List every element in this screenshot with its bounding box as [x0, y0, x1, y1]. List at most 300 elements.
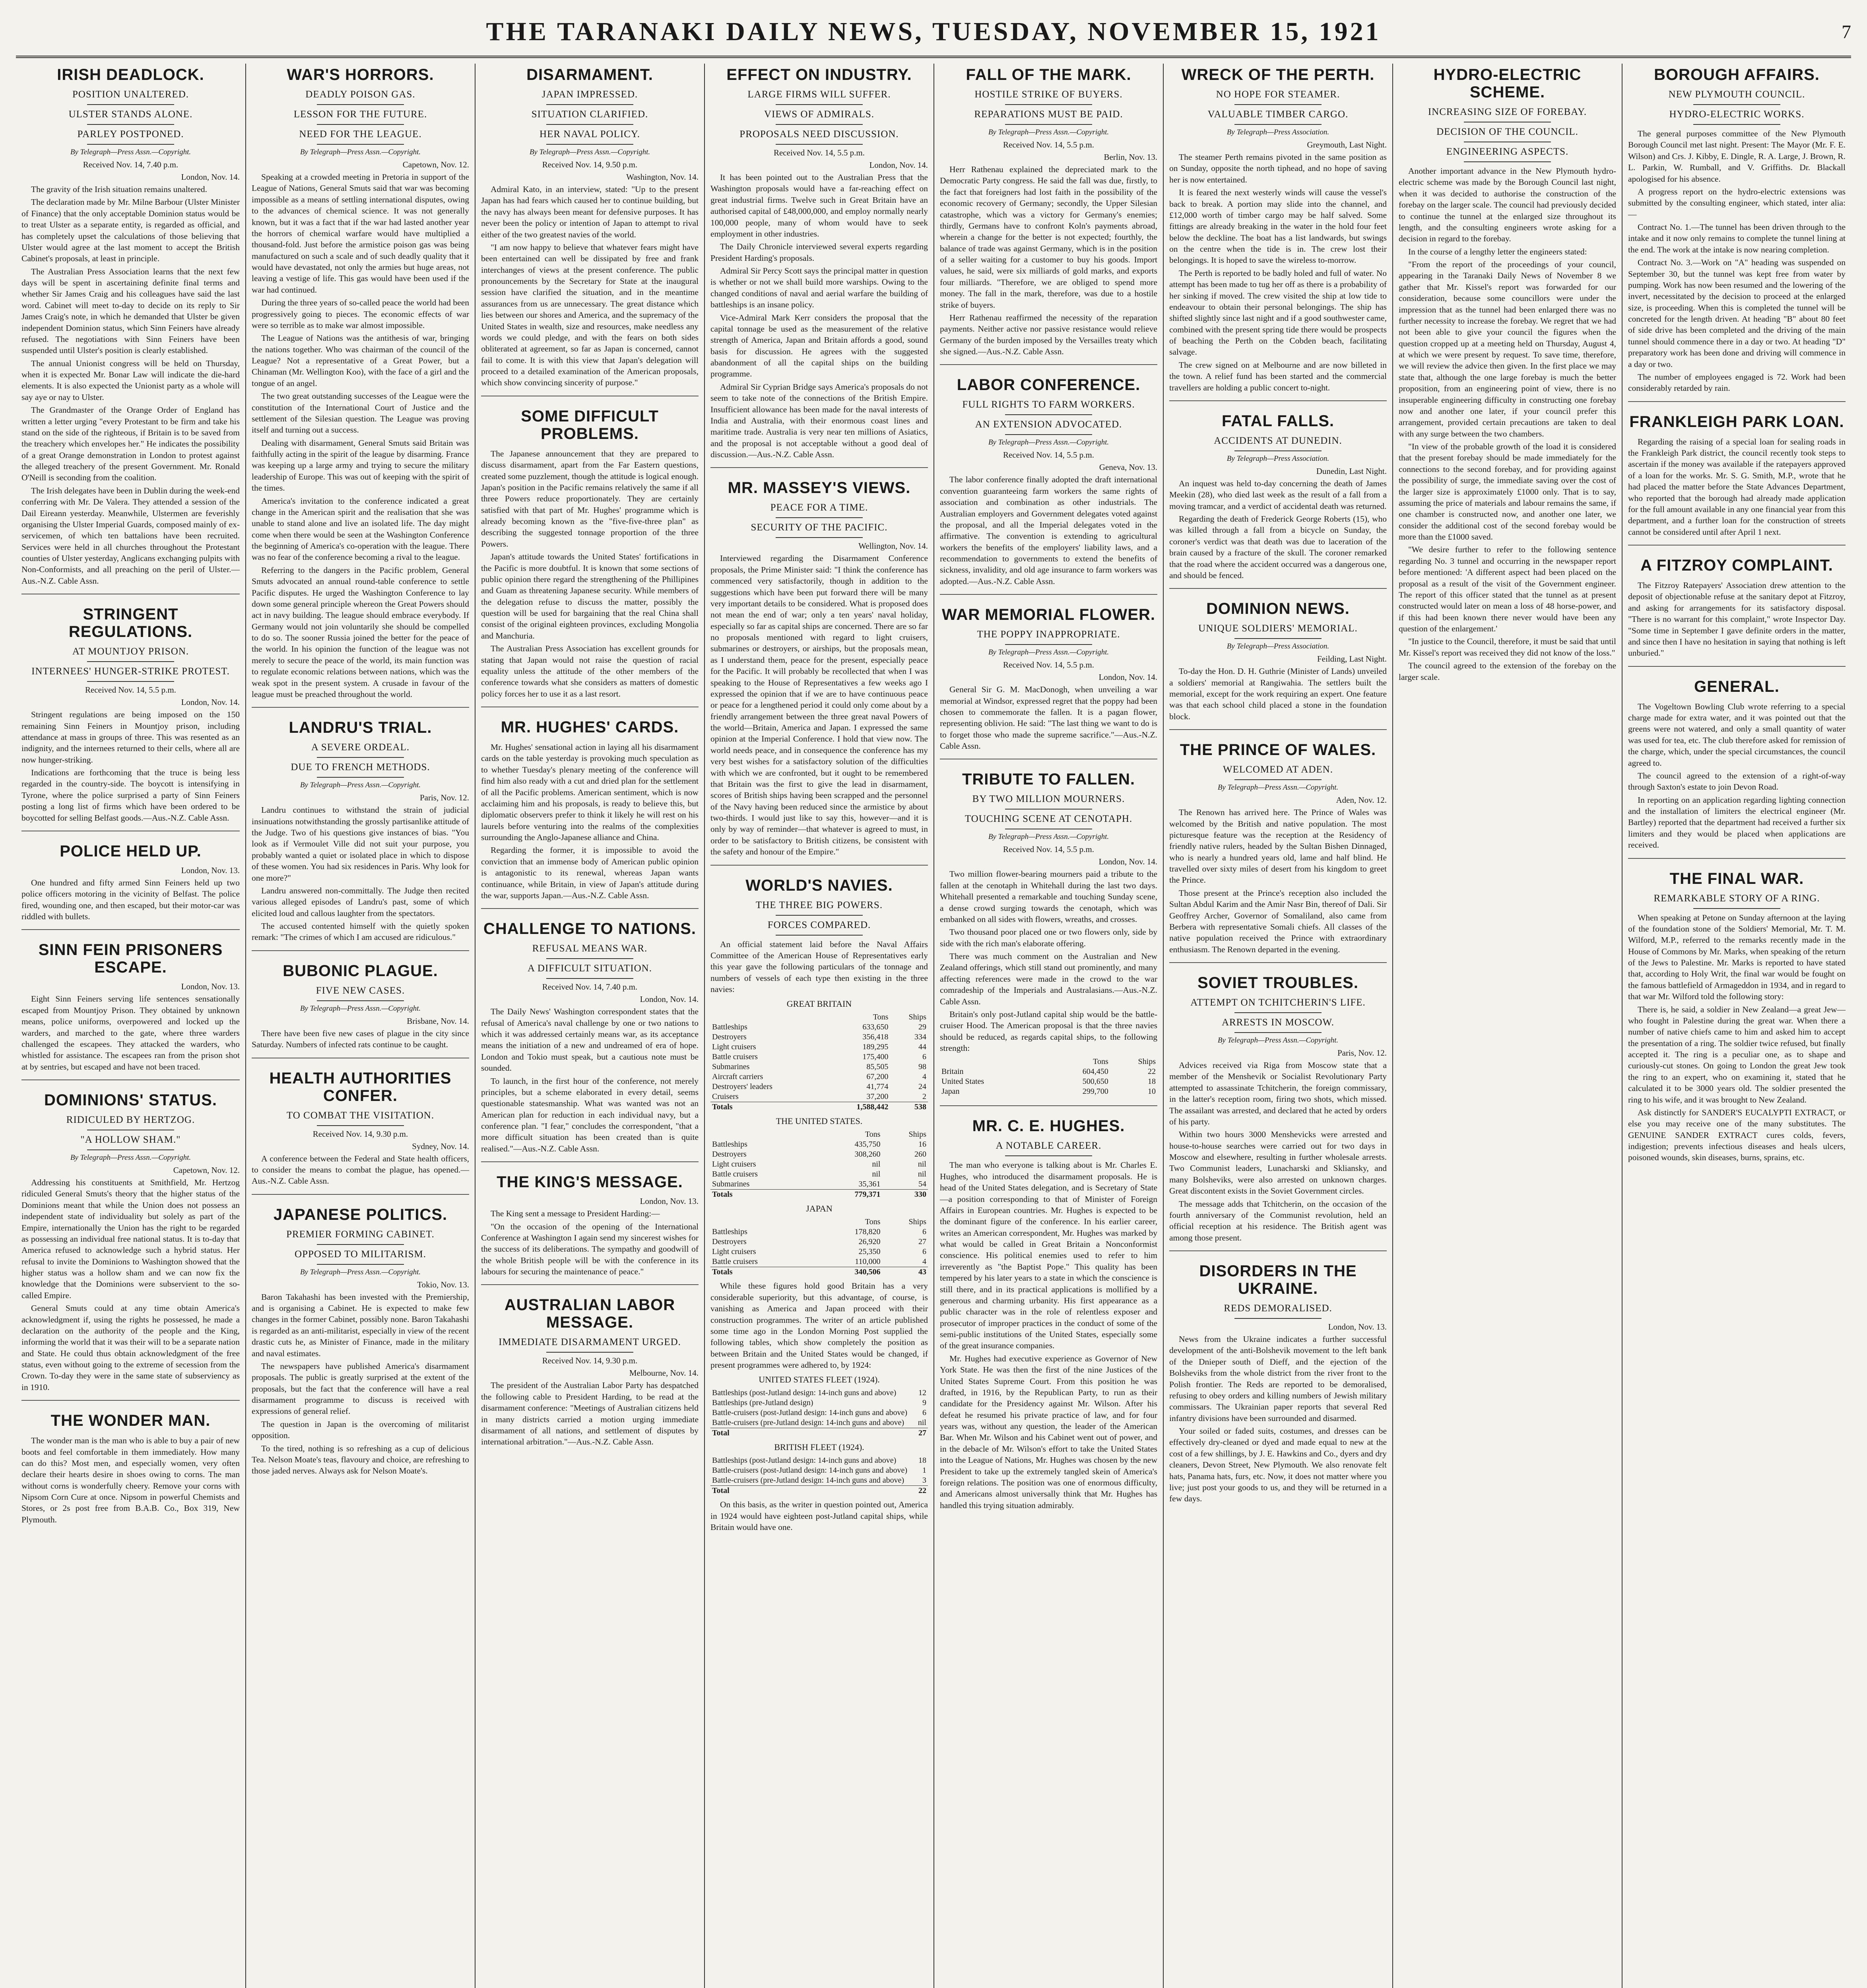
article-headline: WORLD'S NAVIES.	[745, 876, 893, 894]
article-paragraph: General Smuts could at any time obtain America's acknowledgment if, using the rights he possessed, he made a declaration on the authority of the people and the King, informing the world that it was their will to be a separate nation and State. He could thus obtain acknowledgment of the free status, even without going to the extreme of secession from the Crown. To-day they were in the same state of subserviency as in 1910.	[21, 1303, 240, 1392]
article-paragraph: "From the report of the proceedings of your council, appearing in the Taranaki Daily News of November 8 we gather that Mr. Kissel's report was forwarded for our consideration, because some councillors were under the impression that as the tunnel had been enlarged there was no further necessity to increase the forebay. We regret that we had not been able to give your council the figures when the question cropped up at a meeting held on Thursday, August 4, at which we were present by request. To save time, therefore, we will review the advice then given. In the first place we may state that, although the one large forebay is much the better proposition, from an engineering point of view, there is no insuperable engineering difficulty in constructing one forebay now and another one later, if your council prefer this arrangement, provided certain precautions are taken to deal with any surge between the two chambers.	[1399, 260, 1616, 439]
article-paragraph: Herr Rathenau reaffirmed the necessity of the reparation payments. Neither active nor passive resistance would relieve Germany of the burden imposed by the Versailles treaty which she signed.—Aus.-N.Z. Cable Assn.	[940, 313, 1157, 356]
table-header-row	[710, 1217, 928, 1227]
article-paragraph: Addressing his constituents at Smithfield, Mr. Hertzog ridiculed General Smuts's theory that the higher status of the Dominions meant that while the Union does not possess an independent state of individuality but solely as part of the Empire, internationally the Union has the right to be regarded as possessing an individual free national status. It is to-day that America refused to acknowledge such a hybrid status. Her refusal to invite the Dominions to Washington showed that the higher status was a hollow sham and we can now fix the knowledge that the Dominions were subservient to the so-called Empire.	[21, 1178, 240, 1300]
table-cell: 3	[922, 1476, 926, 1485]
article-subhead: REMARKABLE STORY OF A RING.	[1654, 893, 1820, 904]
article-subhead: UNIQUE SOLDIERS' MEMORIAL.	[1198, 623, 1358, 634]
stats-table	[710, 1012, 928, 1112]
newspaper-column	[1392, 64, 1622, 1988]
article-paragraph: The accused contented himself with the quietly spoken remark: "The crimes of which I am accused are ridiculous."	[252, 921, 469, 942]
article-subhead: ENGINEERING ASPECTS.	[1446, 146, 1569, 157]
article-paragraph: It is feared the next westerly winds will cause the vessel's back to break. A portion may slide into the channel, and £12,000 worth of timber cargo may be half salved. Some fittings are already breaking in the water in the hold four feet below the deckline. The boat has a list landwards, but swings on the centre when the tide is in. The crew lost their belongings. It is hoped to save the wireless to-morrow.	[1169, 188, 1387, 265]
divider	[87, 124, 175, 125]
article-subhead: LESSON FOR THE FUTURE.	[293, 109, 427, 120]
article-dateline: Received Nov. 14, 7.40 p.m.	[83, 160, 179, 169]
table-header-cell	[940, 1057, 1044, 1067]
article-place-date: Sydney, Nov. 14.	[412, 1141, 469, 1151]
table-cell: 43	[882, 1267, 928, 1277]
table-total-row	[710, 1428, 928, 1439]
table-cell: 340,506	[818, 1267, 882, 1277]
article-dateline: Received Nov. 14, 5.5 p.m.	[773, 148, 865, 157]
table-cell: Submarines	[712, 1180, 750, 1189]
article-paragraph: The president of the Australian Labor Party has despatched the following cable to President Harding, to be read at the disarmament conference: "Meetings of Australian citizens held in many districts carried a motion urging immediate disarmament of all nations, and settlement of disputes by international arbitration."—Aus.-N.Z. Cable Assn.	[481, 1380, 699, 1447]
table-cell: 37,200	[866, 1092, 889, 1101]
article-dateline: Received Nov. 14, 7.40 p.m.	[542, 982, 638, 992]
article-headline: DISORDERS IN THE UKRAINE.	[1199, 1262, 1357, 1297]
article-subhead: REDS DEMORALISED.	[1224, 1303, 1332, 1314]
article-dateline: Received Nov. 14, 9.30 p.m.	[542, 1356, 638, 1366]
table-cell: Battle cruisers	[712, 1052, 758, 1062]
article-place-date: Feilding, Last Night.	[1317, 654, 1387, 664]
article-paragraph: The declaration made by Mr. Milne Barbour (Ulster Minister of Finance) that the only acceptable Dominion status would be to treat Ulster as a separate entity, is regarded as official, and has completely upset the calculations of those believing that Ulster would agree at the last moment to accept the British Cabinet's proposals, at least in principle.	[21, 197, 240, 264]
table-cell: 18	[918, 1456, 926, 1465]
article-paragraph: An official statement laid before the Naval Affairs Committee of the American House of Representatives early this year gave the following particulars of the tonnage and numbers of vessels of each type then existing in the three navies:	[710, 939, 928, 994]
article-dateline: Received Nov. 14, 9.30 p.m.	[312, 1129, 408, 1139]
article-byline: By Telegraph—Press Assn.—Copyright.	[988, 438, 1109, 447]
divider	[546, 1352, 633, 1353]
divider	[1234, 638, 1322, 639]
article-headline: WAR'S HORRORS.	[287, 66, 434, 83]
article	[481, 66, 699, 396]
article-place-date: Greymouth, Last Night.	[1307, 140, 1387, 149]
article	[1169, 741, 1387, 963]
table-cell: Battleships (post-Jutland design: 14-inch guns and above)	[712, 1388, 897, 1398]
article-paragraph: Japan's attitude towards the United States' fortifications in the Pacific is more doubtful. It is known that some sections of public opinion there regard the strengthening of the Phillipines and Guam as threatening Japanese security. While members of the delegation refuse to discuss the matter, possibly the question will be used for bargaining that the real China shall consist of the original eighteen provinces, excluding Mongolia and Manchuria.	[481, 552, 699, 641]
table-cell: 54	[918, 1180, 926, 1189]
table-title: BRITISH FLEET (1924).	[774, 1442, 864, 1452]
article-subhead: A DIFFICULT SITUATION.	[527, 963, 652, 974]
table-cell: 175,400	[862, 1052, 889, 1062]
article-place-date: Paris, Nov. 12.	[419, 793, 469, 803]
article	[481, 718, 699, 909]
divider	[1693, 124, 1780, 125]
divider	[1693, 104, 1780, 105]
article-subhead: TO COMBAT THE VISITATION.	[286, 1110, 435, 1121]
divider	[1005, 644, 1092, 645]
divider	[1234, 124, 1322, 125]
article-subhead: REPARATIONS MUST BE PAID.	[974, 109, 1123, 120]
article-place-date: Paris, Nov. 12.	[1337, 1048, 1387, 1058]
table-cell: Destroyers	[712, 1237, 747, 1246]
article-subhead: ACCIDENTS AT DUNEDIN.	[1214, 435, 1342, 446]
divider	[1693, 908, 1780, 909]
article-paragraph: The Daily News' Washington correspondent states that the refusal of America's naval challenge by one or two nations to which it was addressed certainly means war, as its acceptance means the initiation of a new and undreamed of era of hope. London and Tokio must speak, but a cautious note must be sounded.	[481, 1007, 699, 1073]
divider	[1234, 104, 1322, 105]
table-cell: Battle cruisers	[712, 1170, 758, 1179]
article	[252, 719, 469, 951]
article	[710, 877, 928, 1540]
article-dateline: Received Nov. 14, 5.5 p.m.	[1003, 140, 1094, 149]
article-headline: HEALTH AUTHORITIES CONFER.	[269, 1069, 452, 1105]
table-cell: 4	[922, 1072, 926, 1081]
divider	[546, 104, 633, 105]
divider	[87, 144, 175, 145]
article-place-date: Berlin, Nov. 13.	[1104, 152, 1157, 162]
article-subhead: NEW PLYMOUTH COUNCIL.	[1668, 89, 1805, 100]
table-row	[710, 1257, 928, 1267]
divider	[1005, 414, 1092, 415]
article-subhead: HOSTILE STRIKE OF BUYERS.	[974, 89, 1123, 100]
article-paragraph: During the three years of so-called peace the world had been progressively going to pieces. The economic effects of war were so terrible as to make war almost impossible.	[252, 298, 469, 330]
table-cell: 25,350	[858, 1247, 881, 1256]
article-paragraph: "We desire further to refer to the following sentence regarding No. 3 tunnel and occurring in the newspaper report before mentioned: 'A different aspect had been placed on the proposal as a result of the visit of the Government engineer. The report of this officer stated that the tunnel as at present constructed would later on mean a loss of 48 horse-power, and if this had been known there never would have been any question of the enlargement.'	[1399, 545, 1616, 633]
article-subhead: HER NAVAL POLICY.	[540, 129, 640, 140]
table-header-cell: Ships	[908, 1013, 926, 1022]
table-title: GREAT BRITAIN	[786, 999, 852, 1009]
table-row	[710, 1418, 928, 1428]
divider	[317, 124, 404, 125]
table-cell: 6	[922, 1052, 926, 1062]
divider	[546, 124, 633, 125]
table-title: JAPAN	[806, 1204, 833, 1214]
article-paragraph: Regarding the raising of a special loan for sealing roads in the Frankleigh Park district, the council recently took steps to ascertain if the money was available if the ratepayers approved of a loan for the works. Mr. S. G. Smith, M.P., wrote that he had placed the matter before the State Advances Department, who reported that the borough had already made application for the full amount available in any one financial year from this department, and a further loan for the construction of streets cannot be considered until after April 1 next.	[1628, 437, 1846, 537]
table-header-cell	[710, 1217, 818, 1227]
article-place-date: Melbourne, Nov. 14.	[629, 1368, 699, 1378]
divider	[317, 1264, 404, 1265]
article-paragraph: Vice-Admiral Mark Kerr considers the proposal that the capital tonnage be used as the measurement of the relative strength of America, Japan and Britain affords a good, sound basis for discussion. He agrees with the suggested abandonment of all the capital ships on the building programme.	[710, 313, 928, 379]
article-subhead: DECISION OF THE COUNCIL.	[1436, 126, 1578, 137]
article-byline: By Telegraph—Press Assn.—Copyright.	[1217, 783, 1339, 792]
table-cell: Japan	[941, 1087, 960, 1096]
divider	[546, 978, 633, 979]
table-cell: nil	[918, 1160, 926, 1169]
newspaper-column	[704, 64, 934, 1988]
article-paragraph: Ask distinctly for SANDER'S EUCALYPTI EXTRACT, or else you may receive one of the many substitutes. The GENUINE SANDER EXTRACT cures colds, fevers, indigestion; prevents infectious diseases and heals ulcers, poisoned wounds, skin diseases, burns, sprains, etc.	[1628, 1107, 1846, 1163]
table-row	[710, 1052, 928, 1062]
article-subhead: INCREASING SIZE OF FOREBAY.	[1428, 107, 1587, 117]
article-byline: By Telegraph—Press Assn.—Copyright.	[70, 148, 191, 156]
article-place-date: Aden, Nov. 12.	[1336, 795, 1387, 805]
table-header-cell: Tons	[865, 1130, 881, 1139]
newspaper-column	[245, 64, 475, 1988]
article	[21, 1412, 240, 1532]
article-headline: THE FINAL WAR.	[1669, 870, 1804, 887]
table-row	[710, 1398, 928, 1408]
article-subhead: PEACE FOR A TIME.	[770, 502, 868, 513]
article-paragraph: A progress report on the hydro-electric extensions was submitted by the consulting engineer, which stated, inter alia:—	[1628, 186, 1846, 219]
divider	[776, 104, 863, 105]
table-cell: 330	[882, 1190, 928, 1200]
article	[710, 479, 928, 865]
article-subhead: RIDICULED BY HERTZOG.	[66, 1114, 195, 1125]
table-cell: Totals	[710, 1102, 826, 1112]
article	[21, 1091, 240, 1401]
table-row	[710, 1179, 928, 1190]
article-headline: LABOR CONFERENCE.	[957, 376, 1141, 394]
article-paragraph: The Grandmaster of the Orange Order of England has written a letter urging "every Protestant to be firm and take his stand on the side of the righteous, if Britain is to be saved from the treachery which envelopes her." He indicates the possibility of a great Orange demonstration in London to protest against the alleged treachery of the present Government. Mr. Ronald O'Neill is seconding from the coalition.	[21, 405, 240, 483]
table-cell: 41,774	[866, 1082, 889, 1091]
table-row	[710, 1475, 928, 1486]
article-paragraph: While these figures hold good Britain has a very considerable superiority, but this advantage, of course, is vanishing as America and Japan proceed with their construction programmes. The writer of an article published some time ago in the London Morning Post supplied the following tables, which show completely the position as between Britain and the United States would be changed, if present programmes were adhered to, by 1924:	[710, 1281, 928, 1370]
article-subhead: DEADLY POISON GAS.	[305, 89, 415, 100]
article-subhead: DUE TO FRENCH METHODS.	[291, 762, 430, 773]
article-paragraph: To the tired, nothing is so refreshing as a cup of delicious Tea. Nelson Moate's teas, flavoury and choice, are refreshing to those jaded nerves. Always ask for Nelson Moate's.	[252, 1443, 469, 1476]
article-paragraph: Two thousand poor placed one or two flowers only, side by side with the rich man's elaborate offering.	[940, 927, 1157, 948]
article-subhead: ARRESTS IN MOSCOW.	[1221, 1017, 1335, 1028]
table-cell: Britain	[941, 1067, 964, 1076]
table-cell: 67,200	[866, 1072, 889, 1081]
table-cell: 85,505	[866, 1062, 889, 1072]
article-headline: TRIBUTE TO FALLEN.	[962, 771, 1135, 788]
table-cell: 98	[918, 1062, 926, 1072]
article-dateline: Received Nov. 14, 5.5 p.m.	[1003, 450, 1094, 460]
article-headline: CHALLENGE TO NATIONS.	[483, 920, 697, 938]
article-subhead: FULL RIGHTS TO FARM WORKERS.	[962, 399, 1135, 410]
article-headline: DOMINION NEWS.	[1206, 600, 1350, 618]
table-cell: 633,650	[862, 1023, 889, 1032]
article-headline: FALL OF THE MARK.	[966, 66, 1131, 83]
article-paragraph: Admiral Sir Percy Scott says the principal matter in question is whether or not we shall build more warships. Owing to the changed conditions of naval and aerial warfare the building of battleships is an insane policy.	[710, 266, 928, 310]
article-paragraph: Admiral Sir Cyprian Bridge says America's proposals do not seem to take note of the connections of the British Empire. Insufficient allowance has been made for the naval interests of India and Australia, with their enormous coast lines and maritime trade. Australia is very near ten millions of Asiatics, and the proposal is not acceptable without a good deal of discussion.—Aus.-N.Z. Cable Assn.	[710, 382, 928, 459]
divider	[776, 517, 863, 518]
table-row	[710, 1227, 928, 1237]
newspaper-column	[475, 64, 704, 1988]
divider	[776, 124, 863, 125]
divider	[87, 681, 175, 682]
article-byline: By Telegraph—Press Assn.—Copyright.	[988, 833, 1109, 841]
newspaper-column	[1163, 64, 1392, 1988]
table-cell: 189,295	[862, 1043, 889, 1052]
page-number: 7	[1842, 21, 1851, 43]
table-title: THE UNITED STATES.	[776, 1116, 863, 1126]
article-paragraph: The wonder man is the man who is able to buy a pair of new boots and feel comfortable in them immediately. How many can do this? Most men, and especially women, very often declare their hearts desire in shoes owing to corns. The man without corns is wonderfully cheery. Remove your corns with Nipsom Corn Cure at once. Nipsom in powerful Chemists and Stores, or 2s post free from B.A.B. Co., Box 319, New Plymouth.	[21, 1436, 240, 1524]
article-paragraph: Your soiled or faded suits, costumes, and dresses can be effectively dry-cleaned or dyed and made equal to new at the cost of a few shillings, by J. E. Hawkins and Co., dyers and dry cleaners, Devon Street, New Plymouth. We also renovate felt hats, Panama hats, furs, etc. Now, it does not matter where you live; just post your goods to us, and they will be returned in a few days.	[1169, 1426, 1387, 1504]
table-row	[710, 1408, 928, 1418]
article-headline: POLICE HELD UP.	[60, 842, 202, 860]
article-paragraph: There have been five new cases of plague in the city since Saturday. Numbers of infected rats continue to be caught.	[252, 1028, 469, 1050]
article-subhead: PROPOSALS NEED DISCUSSION.	[739, 129, 899, 140]
article-paragraph: The League of Nations was the antithesis of war, bringing the nations together. Who was chairman of the council of the League? Not a representative of a Great Power, but a Chinaman (Mr. Wellington Koo), with the face of a girl and the tongue of an angel.	[252, 333, 469, 388]
table-row	[940, 1067, 1157, 1077]
stats-table	[710, 1217, 928, 1277]
article-headline: FATAL FALLS.	[1221, 412, 1335, 430]
article	[252, 1070, 469, 1195]
table-title: UNITED STATES FLEET (1924).	[759, 1375, 880, 1385]
table-total-row	[710, 1102, 928, 1112]
article-place-date: Capetown, Nov. 12.	[173, 1165, 240, 1175]
table-cell: 27	[918, 1237, 926, 1246]
article-place-date: Tokio, Nov. 13.	[417, 1279, 469, 1289]
divider	[546, 958, 633, 959]
article-paragraph: The steamer Perth remains pivoted in the same position as on Sunday, opposite the north tiphead, and no hope of saving her is now entertained.	[1169, 152, 1387, 184]
article-subhead: AT MOUNTJOY PRISON.	[72, 646, 189, 657]
table-header-cell	[710, 1130, 818, 1140]
table-cell: nil	[918, 1418, 926, 1427]
divider	[776, 144, 863, 145]
article-headline: THE KING'S MESSAGE.	[497, 1173, 683, 1191]
article-headline: THE WONDER MAN.	[50, 1412, 211, 1430]
article-paragraph: The message adds that Tchitcherin, on the occasion of the fourth anniversary of the Communist revolution, held an official reception at his residence. The British agent was among those present.	[1169, 1199, 1387, 1242]
article-paragraph: The council agreed to the extension of the forebay on the larger scale.	[1399, 661, 1616, 682]
table-cell: United States	[941, 1077, 984, 1086]
article-paragraph: The Japanese announcement that they are prepared to discuss disarmament, apart from the Far Eastern questions, created some puzzlement, though the attitude is logical enough. Japan's position in the Pacific remains relatively the same if all three Powers reduce proportionately. They are certainly satisfied with that part of Mr. Hughes' programme which is already becoming known as the "five-five-three plan" as describing the suggested tonnage proportion of the three Powers.	[481, 448, 699, 549]
article-headline: GENERAL.	[1694, 678, 1780, 695]
article-paragraph: The newspapers have published America's disarmament proposals. The public is greatly surprised at the extent of the proposals, but the fact that the conference will have a real disarmament programme to discuss is received with expressions of general relief.	[252, 1361, 469, 1416]
article-paragraph: When speaking at Petone on Sunday afternoon at the laying of the foundation stone of the Soldiers' Memorial, Mr. T. M. Wilford, M.P., referred to the remarks recently made in the House of Commons by Mr. Marks, when speaking of the return of the Jews to Palestine. Mr. Marks is reported to have stated that, according to Holy Writ, the final war would be fought on the famous battlefield of Armageddon in 1934, and in regard to that war Mr. Wilford told the following story:	[1628, 912, 1846, 1002]
article-paragraph: Referring to the dangers in the Pacific problem, General Smuts advocated an annual round-table conference to settle Pacific disputes. He urged the Washington Conference to lay down some general principle whereon the Great Powers should act in navy building. The league should embrace everybody. If Germany would not join voluntarily she should be compelled to do so. The sooner Russia joined the better for the peace of the world. In his opinion the function of the league was not merely to secure the peace of the world, its main function was to regulate economic relations between nations, which was the weak spot in the present system. A crusade in favour of the league must be preached throughout the world.	[252, 565, 469, 699]
divider	[1005, 104, 1092, 105]
article-paragraph: Indications are forthcoming that the truce is being less regarded in the country-side. The boycott is intensifying in Tyrone, where the police surprised a party of Sinn Feiners posting a long list of firms which have been ordered to be boycotted for selling Belfast goods.—Aus.-N.Z. Cable Assn.	[21, 768, 240, 823]
table-cell: 9	[922, 1398, 926, 1408]
divider	[317, 757, 404, 758]
article-paragraph: There is, he said, a soldier in New Zealand—a great Jew—who fought in Palestine during the great war. When there a number of native chiefs came to him and asked him to accept the presentation of a ring. The soldier twice refused, but finally accepted it. The ring is a peculiar one, as to shape and curiously-cut stones. On going to London the great Jew took the ring to an expert, who on examining it, stated that he calculated it to be 3000 years old. The soldier presented the ring to his wife, and it was brought to New Zealand.	[1628, 1004, 1846, 1105]
table-header-cell: Tons	[873, 1013, 889, 1022]
table-cell: Battleships	[712, 1227, 747, 1237]
article	[252, 66, 469, 708]
table-total-row	[710, 1267, 928, 1277]
table-cell: 18	[1148, 1077, 1156, 1086]
article-byline: By Telegraph—Press Assn.—Copyright.	[988, 648, 1109, 657]
table-cell: Battleships (post-Jutland design: 14-inch guns and above)	[712, 1456, 897, 1465]
divider	[776, 537, 863, 538]
table-cell: Submarines	[712, 1062, 750, 1072]
article-paragraph: The Fitzroy Ratepayers' Association drew attention to the deposit of objectionable refuse at the sanitary depot at Fitzroy, and asking for arrangements for its satisfactory disposal. "There is no warrant for this complaint," wrote Inspector Day. "Some time in September I gave definite orders in the matter, and since then I have no hesitation in saying that nothing is left unburied."	[1628, 580, 1846, 658]
article-byline: By Telegraph—Press Assn.—Copyright.	[529, 148, 650, 156]
article-headline: HYDRO-ELECTRIC SCHEME.	[1433, 66, 1582, 101]
table-cell: 308,260	[854, 1150, 881, 1159]
table-header-row	[710, 1130, 928, 1140]
table-cell: 1,588,442	[826, 1102, 890, 1112]
newspaper-title: THE TARANAKI DAILY NEWS, TUESDAY, NOVEMBER 15, 1921	[486, 17, 1381, 46]
article-paragraph: The number of employees engaged is 72. Work had been considerably retarded by rain.	[1628, 372, 1846, 393]
article-paragraph: The Perth is reported to be badly holed and full of water. No attempt has been made to tug her off as there is a probability of her sinking if moved. The crew visited the ship at low tide to endeavour to obtain their personal belongings. The ship has shifted slightly since last night and if a good southwester came, combined with the present spring tide there would be prospects of beaching the Perth on the Cobden beach, facilitating salvage.	[1169, 268, 1387, 357]
article-place-date: Brisbane, Nov. 14.	[407, 1016, 469, 1026]
article-headline: FRANKLEIGH PARK LOAN.	[1629, 413, 1844, 431]
article-byline: By Telegraph—Press Association.	[1227, 642, 1329, 651]
article-subhead: SECURITY OF THE PACIFIC.	[751, 522, 888, 533]
article-headline: AUSTRALIAN LABOR MESSAGE.	[504, 1296, 675, 1332]
table-cell: Light cruisers	[712, 1247, 756, 1256]
divider	[1234, 1032, 1322, 1033]
table-cell: Totals	[710, 1190, 818, 1200]
table-header-cell: Ships	[1138, 1057, 1156, 1066]
article-place-date: London, Nov. 14.	[181, 172, 240, 182]
divider	[317, 1244, 404, 1245]
table-cell: 6	[922, 1247, 926, 1256]
article-subhead: IMMEDIATE DISARMAMENT URGED.	[499, 1337, 681, 1348]
table-cell: 334	[914, 1033, 926, 1042]
table-cell: Destroyers	[712, 1150, 747, 1159]
table-row	[710, 1169, 928, 1179]
article-subhead: VIEWS OF ADMIRALS.	[764, 109, 875, 120]
article-byline: By Telegraph—Press Association.	[1227, 128, 1329, 136]
table-row	[710, 1247, 928, 1257]
table-cell: 6	[922, 1408, 926, 1417]
article-paragraph: Herr Rathenau explained the depreciated mark to the Democratic Party congress. He said the fall was due, firstly, to the fact that foreigners had lost faith in the possibility of the economic recovery of Germany; secondly, the Upper Silesian catastrophe, which was a victory for Germany's enemies; thirdly, Germans have to confront Koln's payments abroad, wherein a change for the better is not expected; fourthly, the balance of trade was against Germany, which is in the position of a seller waiting for a customer to buy his goods. Import values, he said, were six milliards of gold marks, and exports four milliards. "Therefore, we are obliged to spend more money. The fall in the mark, therefore, was due to a hostile strike of buyers.	[940, 165, 1157, 310]
article-paragraph: Contract No. 1.—The tunnel has been driven through to the intake and it now only remains to complete the tunnel lining at the end. The work at the intake is now nearing completion.	[1628, 222, 1846, 254]
table-cell: Aircraft carriers	[712, 1072, 763, 1081]
table-cell: Battle-cruisers (pre-Jutland design: 14-inch guns and above)	[712, 1476, 904, 1485]
article-place-date: London, Nov. 13.	[181, 982, 240, 992]
article	[1169, 974, 1387, 1251]
article-subhead: VALUABLE TIMBER CARGO.	[1207, 109, 1349, 120]
article	[1628, 66, 1846, 402]
article-dateline: Received Nov. 14, 9.50 p.m.	[542, 160, 638, 169]
article-byline: By Telegraph—Press Assn.—Copyright.	[70, 1153, 191, 1162]
table-cell: Total	[710, 1486, 916, 1496]
divider	[1005, 809, 1092, 810]
article-paragraph: Admiral Kato, in an interview, stated: "Up to the present Japan has had fears which caused her to continue building, but the navy has always been meant for defensive purposes. It has never been the policy or intention of Japan to attempt to rival either of the two greatest navies of the world.	[481, 184, 699, 239]
article-paragraph: An inquest was held to-day concerning the death of James Meekin (28), who died last week as the result of a fall from a moving tramcar, and a verdict of accidental death was returned.	[1169, 478, 1387, 511]
article-paragraph: General Sir G. M. MacDonogh, when unveiling a war memorial at Windsor, expressed regret that the poppy had been chosen to commemorate the fallen. It is a pagan flower, representing oblivion. He said: "The last thing we want to do is to forget those who made the supreme sacrifice."—Aus.-N.Z. Cable Assn.	[940, 685, 1157, 751]
stats-table	[940, 1057, 1157, 1097]
divider	[1464, 161, 1551, 162]
divider	[87, 1149, 175, 1150]
article-byline: By Telegraph—Press Association.	[1227, 454, 1329, 463]
article-subhead: LARGE FIRMS WILL SUFFER.	[747, 89, 891, 100]
article-headline: WAR MEMORIAL FLOWER.	[942, 606, 1155, 624]
article-headline: MR. MASSEY'S VIEWS.	[728, 479, 911, 497]
article-paragraph: Eight Sinn Feiners serving life sentences sensationally escaped from Mountjoy Prison. They obtained by unknown means, police uniforms, overpowered and locked up the warders, and marched to the gate, where three warders challenged the escapees. They attacked the warders, who whistled for assistance. The escapees ran from the prison shot at by sentries, but escaped and have not been traced.	[21, 994, 240, 1072]
article-place-date: London, Nov. 13.	[1328, 1322, 1387, 1332]
article-paragraph: One hundred and fifty armed Sinn Feiners held up two police officers motoring in the vicinity of Belfast. The police fired, wounding one, and then escaped, but their motor-car was riddled with bullets.	[21, 878, 240, 921]
table-cell: Light cruisers	[712, 1160, 756, 1169]
article-place-date: Washington, Nov. 14.	[626, 172, 699, 182]
table-cell: 435,750	[854, 1140, 881, 1149]
table-cell: 779,371	[818, 1190, 882, 1200]
divider	[317, 144, 404, 145]
article-subhead: THE POPPY INAPPROPRIATE.	[977, 629, 1120, 640]
article-byline: By Telegraph—Press Assn.—Copyright.	[988, 128, 1109, 136]
article	[21, 941, 240, 1080]
article	[1169, 412, 1387, 589]
article-paragraph: Interviewed regarding the Disarmament Conference proposals, the Prime Minister said: "I think the conference has commenced very satisfactorily, though in addition to the suggestions which have been put forward there will be many very important details to be considered. What is proposed does not mean the end of war; only a ten years' naval holiday, especially so far as capital ships are concerned. There are so far no proposals mentioned with regard to light cruisers, submarines or destroyers, or airships, but the proposals mean, as I understand them, peace for the present, especially peace for the Pacific. It will probably be recollected that when I was speaking to the House of Representatives a few weeks ago I expressed the opinion that if we are to have continuous peace or peace for a lengthened period it could only come about by a friendly arrangement between the three great naval Powers of the world—Britain, America and Japan. I expressed the same opinion at the Imperial Conference. I hold that view now. The world needs peace, and in consequence the conference has my very best wishes for a satisfactory solution of the difficulties with which we are confronted, but it ought to be remembered that Britain was the first to give the lead in disarmament, scores of British ships having been scrapped and the personnel of the Navy having been reduced since the armistice by about two-thirds. I would just like to say this, however—and it is only by way of reminder—that whatever is agreed to must, in order to be satisfactory to British citizens, be consistent with the safety and honour of the Empire."	[710, 553, 928, 857]
article-place-date: London, Nov. 13.	[640, 1196, 699, 1206]
article-place-date: London, Nov. 14.	[640, 994, 699, 1004]
article-paragraph: Contract No. 3.—Work on "A" heading was suspended on September 30, but the tunnel was kept free from water by pumping. Work has now been resumed and the lowering of the invert, necessitated by the decision to proceed at the enlarged size, is proceeding. When this is completed the tunnel will be concreted for the length driven. At heading "B" about 80 feet of side drive has been completed and the driving of the main tunnel should commence there in a day or two. At heading "D" preparatory work has been done and driving will commence in a day or two.	[1628, 258, 1846, 369]
article-paragraph: Britain's only post-Jutland capital ship would be the battle-cruiser Hood. The American proposal is that the three navies should be reduced, as regards capital ships, to the following strength:	[940, 1009, 1157, 1053]
article-paragraph: Dealing with disarmament, General Smuts said Britain was faithfully acting in the spirit of the league by disarming. France was keeping up a large army and trying to secure the military leadership of Europe. This was out of keeping with the spirit of the times.	[252, 438, 469, 493]
table-cell: Totals	[710, 1267, 818, 1277]
table-row	[710, 1388, 928, 1398]
divider	[1234, 779, 1322, 780]
article	[940, 376, 1157, 595]
article	[481, 920, 699, 1162]
article-paragraph: To-day the Hon. D. H. Guthrie (Minister of Lands) unveiled a soldiers' memorial at Rangiwahia. The settlers built the memorial, except for the work requiring an expert. One feature was that each school child placed a stone in the foundation block.	[1169, 666, 1387, 721]
table-cell: 22	[1148, 1067, 1156, 1076]
article-paragraph: The man who everyone is talking about is Mr. Charles E. Hughes, who introduced the disarmament proposals. He is head of the United States delegation, and is Secretary of State—a position corresponding to that of Minister of Foreign Affairs in European countries. Mr. Hughes is expected to be the dominant figure of the conference. In his earlier career, writes an American correspondent, Mr. Hughes was marked by what would be called in Great Britain a Nonconformist conscience. His political enemies used to refer to him irreverently as "the Baptist Pope." This quality has been tempered by his later years to a state in which the conscience is still there, and in its practical applications is mollified by a generous and charming urbanity. His first appearance as a public character was in the role of relentless exposer and prosecutor of improper practices in the conduct of some of the semi-public institutions of the United States, especially some of the great insurance companies.	[940, 1160, 1157, 1351]
article-byline: By Telegraph—Press Assn.—Copyright.	[300, 1268, 421, 1276]
article-subhead: NEED FOR THE LEAGUE.	[299, 129, 422, 140]
article-dateline: Received Nov. 14, 5.5 p.m.	[1003, 845, 1094, 854]
table-cell: Destroyers' leaders	[712, 1082, 772, 1091]
article-headline: LANDRU'S TRIAL.	[289, 719, 432, 737]
table-row	[710, 1237, 928, 1247]
article-subhead: ATTEMPT ON TCHITCHERIN'S LIFE.	[1190, 997, 1366, 1008]
article-headline: DOMINIONS' STATUS.	[44, 1091, 217, 1109]
table-header-cell	[710, 1012, 826, 1022]
table-header-cell: Tons	[1093, 1057, 1108, 1066]
article	[940, 1117, 1157, 1518]
table-cell: 538	[890, 1102, 928, 1112]
article-headline: A FITZROY COMPLAINT.	[1640, 557, 1833, 574]
table-cell: 260	[914, 1150, 926, 1159]
article-subhead: THE THREE BIG POWERS.	[755, 899, 883, 911]
article-headline: BUBONIC PLAGUE.	[283, 962, 438, 980]
article-paragraph: The Daily Chronicle interviewed several experts regarding President Harding's proposals.	[710, 242, 928, 263]
table-cell: 299,700	[1082, 1087, 1108, 1096]
article	[1628, 557, 1846, 667]
table-cell: nil	[872, 1170, 881, 1179]
article-paragraph: Speaking at a crowded meeting in Pretoria in support of the League of Nations, General Smuts said that war was becoming impossible as a means of settling international disputes, owing to the advances of chemical science. It was not generally known, but it was a fact that if the war had lasted another year the horrors of chemical warfare would have multiplied a thousand-fold. Just before the armistice poison gas was being manufactured on such a scale and of such deadly quality that it would have devastated, not only the armies but huge areas, not leaving a vestige of life. This gas would have been used if the war had continued.	[252, 172, 469, 295]
article-subhead: FORCES COMPARED.	[767, 919, 871, 930]
article-place-date: Geneva, Nov. 13.	[1099, 462, 1157, 472]
article	[481, 1296, 699, 1454]
article	[481, 1173, 699, 1285]
article-place-date: London, Nov. 14.	[181, 697, 240, 707]
table-row	[710, 1149, 928, 1159]
